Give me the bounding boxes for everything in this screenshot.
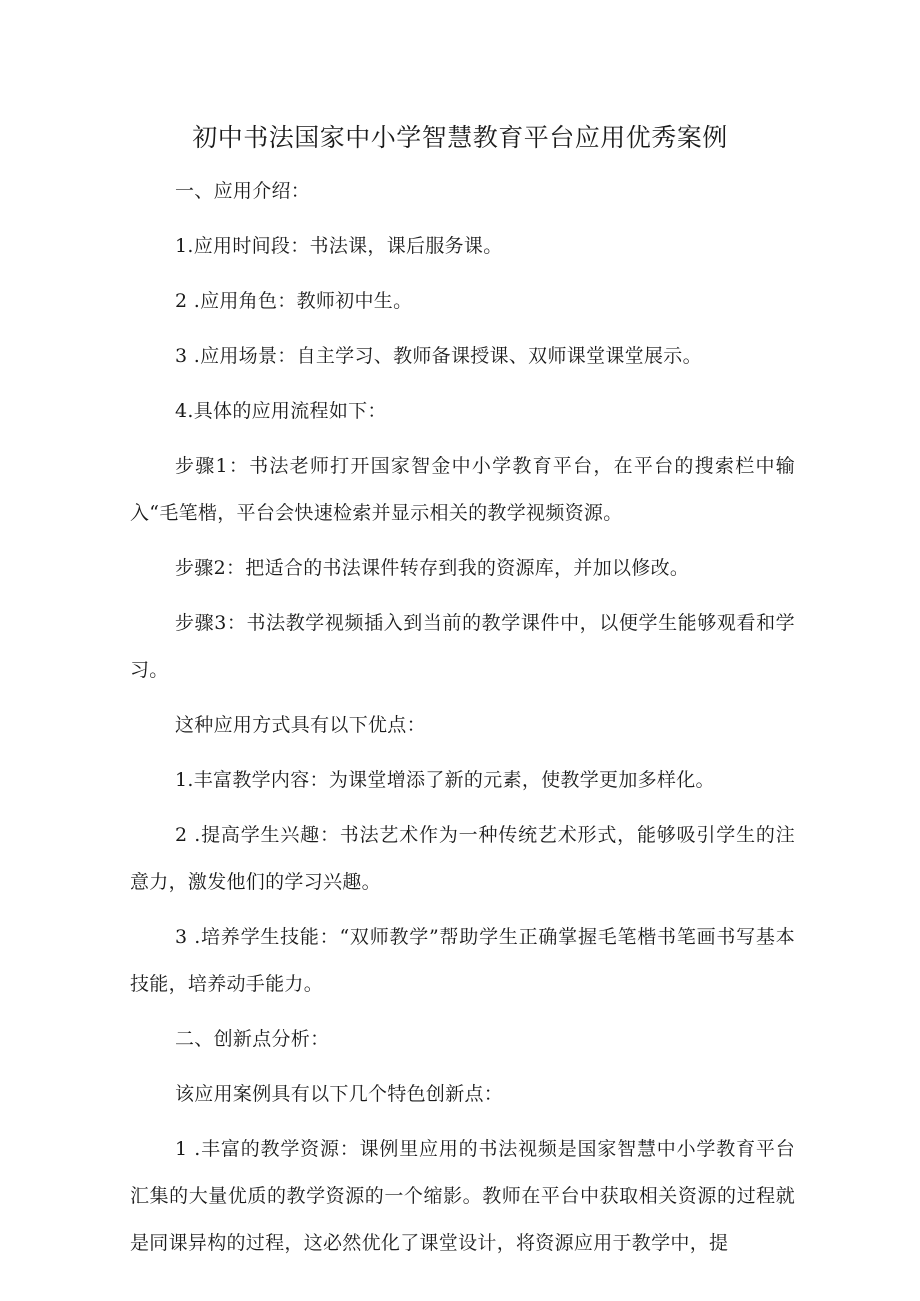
paragraph-roles: 2 .应用角色：教师初中生。 <box>175 290 413 312</box>
paragraph-innovation-intro: 该应用案例具有以下几个特色创新点： <box>175 1083 504 1105</box>
section-heading-innovation: 二、创新点分析： <box>175 1028 330 1050</box>
paragraph-advantages-intro: 这种应用方式具有以下优点： <box>175 714 426 736</box>
document-title: 初中书法国家中小学智慧教育平台应用优秀案例 <box>192 123 728 152</box>
paragraph-advantage-3: 3 .培养学生技能：“双师教学”帮助学生正确掌握毛笔楷书笔画书写基本技能，培养动手能力。 <box>130 926 795 995</box>
paragraph-scenarios: 3 .应用场景：自主学习、教师备课授课、双师课堂课堂展示。 <box>175 345 702 367</box>
paragraph-process-intro: 4.具体的应用流程如下： <box>175 400 387 422</box>
paragraph-step-2: 步骤2：把适合的书法课件转存到我的资源库，并加以修改。 <box>175 557 690 579</box>
paragraph-advantage-2: 2 .提高学生兴趣：书法艺术作为一种传统艺术形式，能够吸引学生的注意力，激发他们的学习兴趣。 <box>130 824 795 893</box>
paragraph-innovation-1: 1 .丰富的教学资源：课例里应用的书法视频是国家智慧中小学教育平台汇集的大量优质的教学资源的一个缩影。教师在平台中获取相关资源的过程就是同课异构的过程，这必然优化了课堂设计，将资源应用于教学中，提 <box>130 1138 795 1254</box>
paragraph-step-3: 步骤3：书法教学视频插入到当前的教学课件中，以便学生能够观看和学习。 <box>130 612 795 681</box>
paragraph-step-1: 步骤1：书法老师打开国家智金中小学教育平台，在平台的搜索栏中输入“毛笔楷，平台会快速检索并显示相关的教学视频资源。 <box>130 455 795 524</box>
section-heading-intro: 一、应用介绍： <box>175 180 311 202</box>
document-body <box>130 168 795 1275</box>
paragraph-time-period: 1.应用时间段：书法课，课后服务课。 <box>175 235 503 257</box>
paragraph-advantage-1: 1.丰富教学内容：为课堂增添了新的元素，使教学更加多样化。 <box>175 769 715 791</box>
